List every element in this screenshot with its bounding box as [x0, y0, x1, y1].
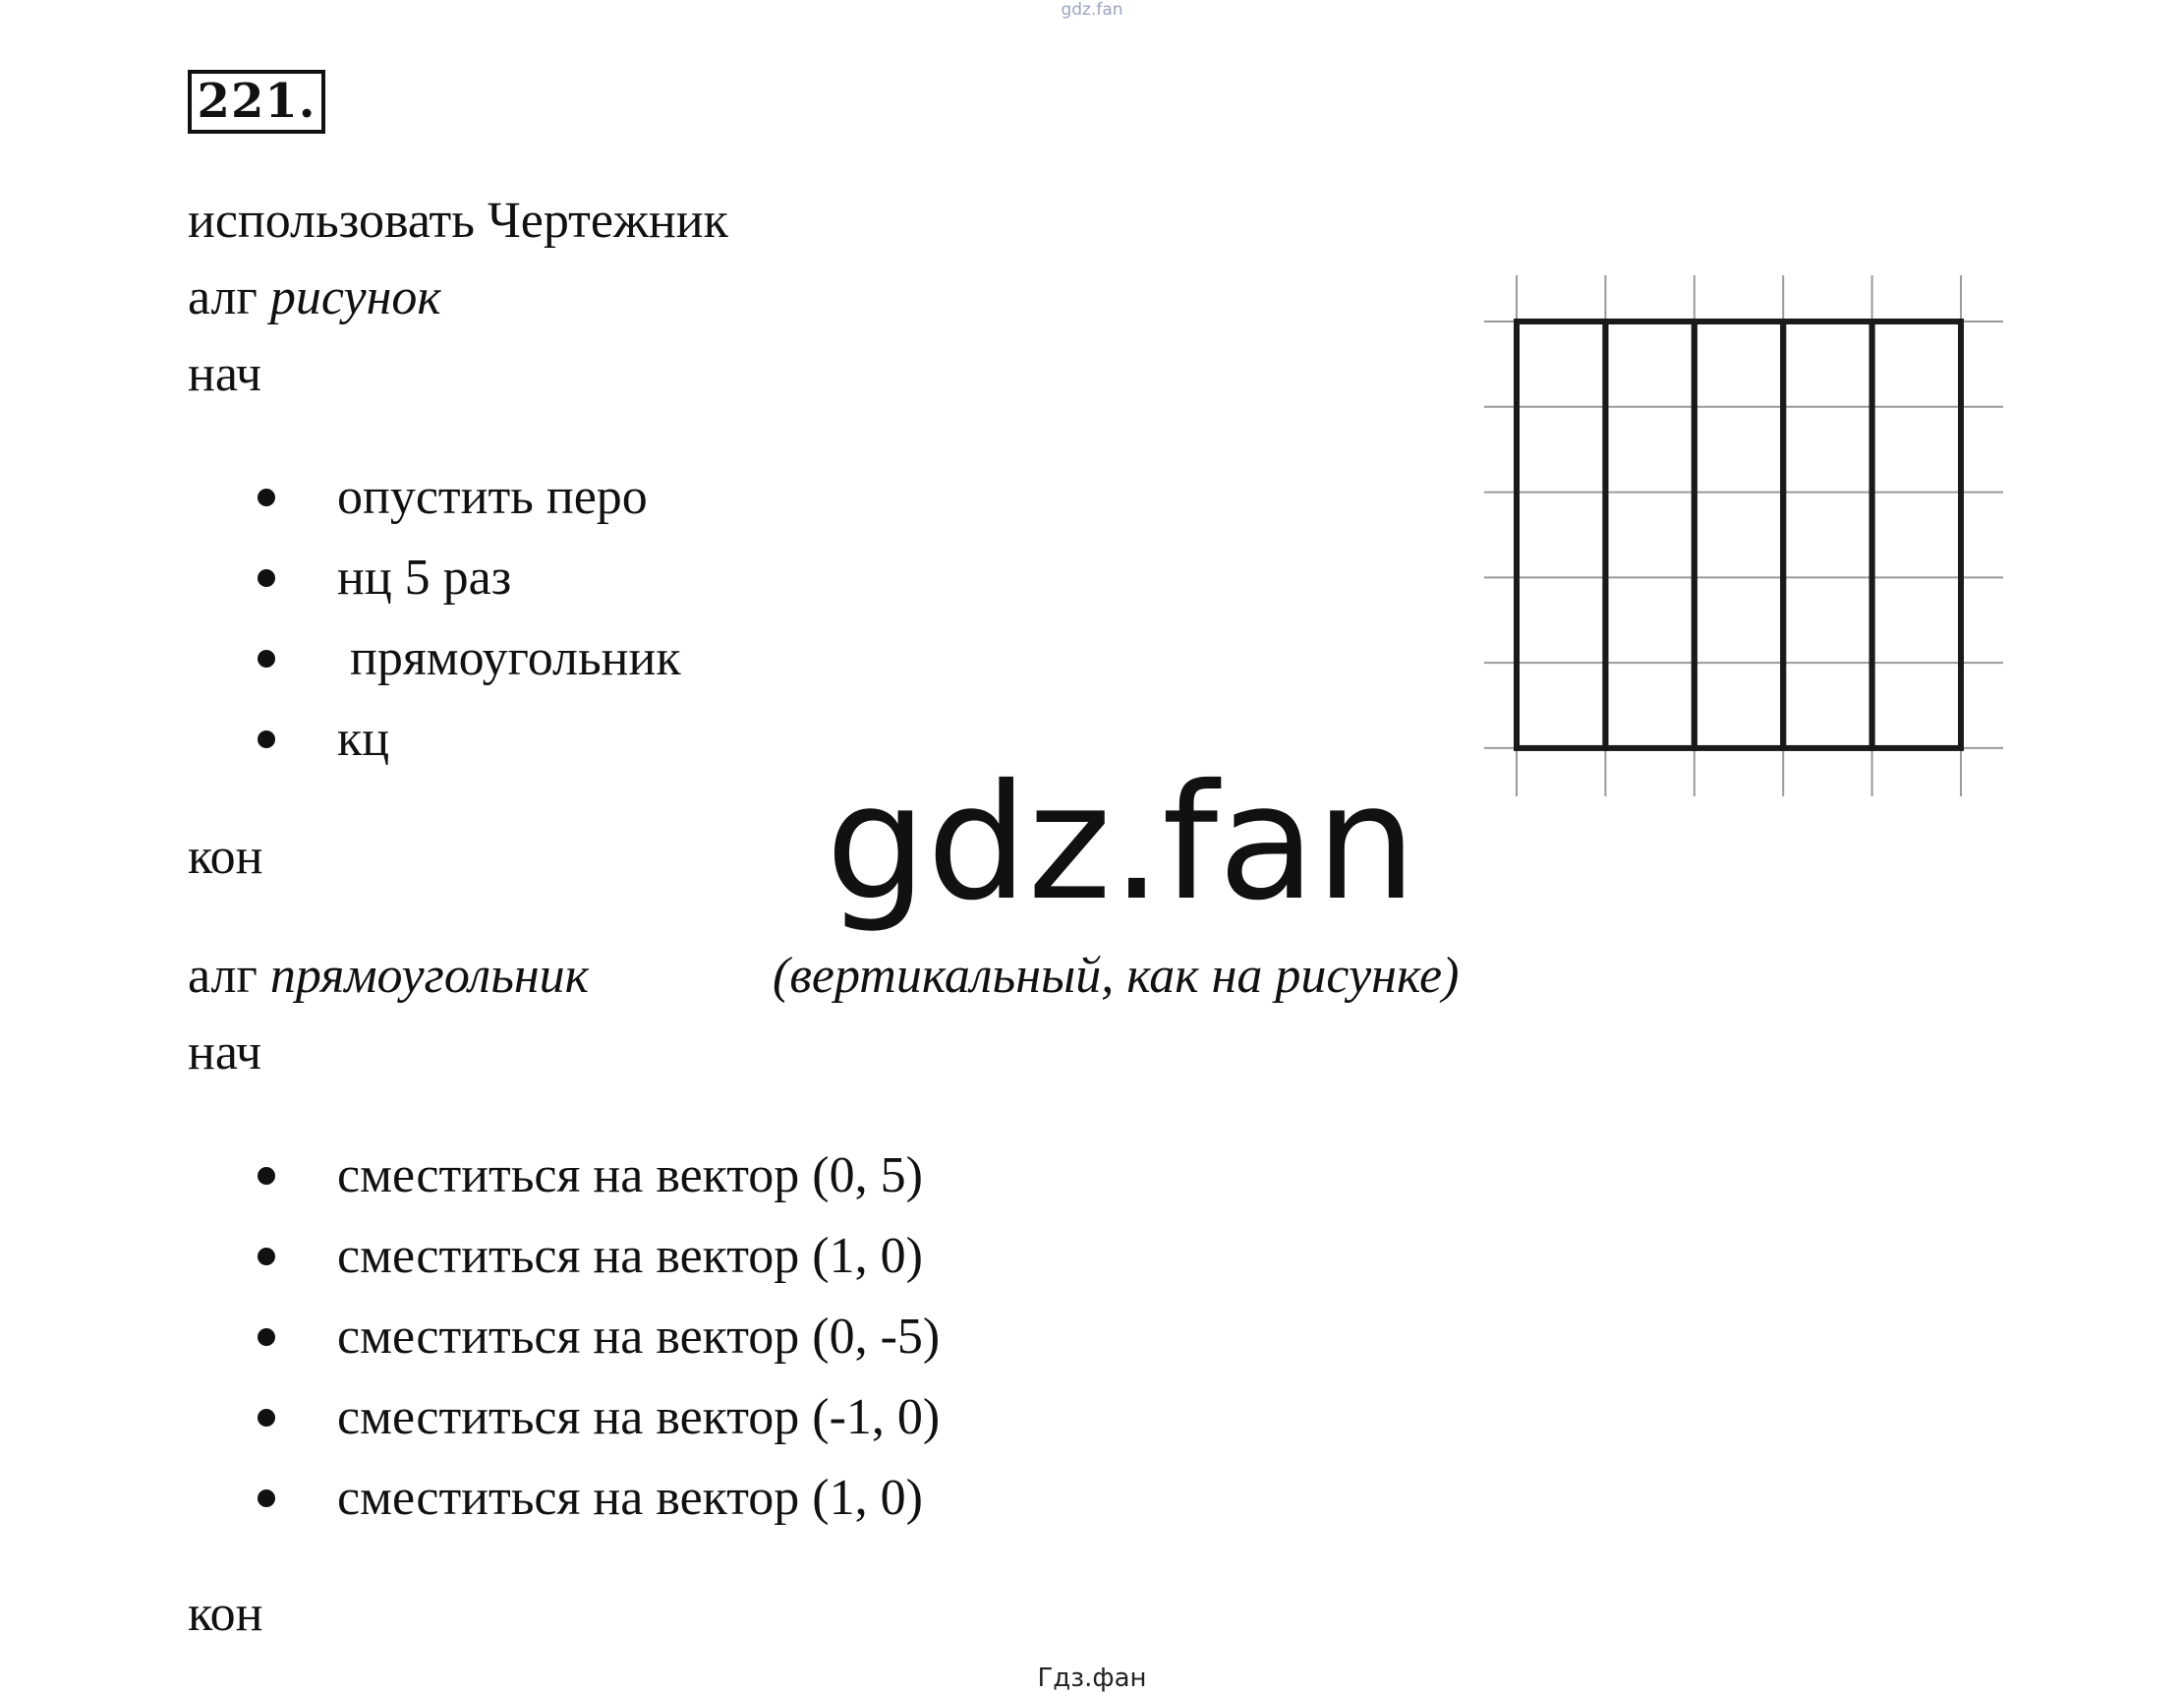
- bullet-icon: [258, 650, 275, 668]
- list-item: [258, 547, 512, 610]
- bullet-icon: [258, 1489, 275, 1507]
- list-item-text: сместиться на вектор (1, 0): [337, 1470, 923, 1526]
- alg-keyword: алг: [188, 948, 258, 1004]
- bullet-icon: [258, 1328, 275, 1346]
- list-item: [258, 1386, 941, 1449]
- list-item: [258, 466, 648, 529]
- list-item-text: кц: [337, 711, 390, 767]
- list-item-text: сместиться на вектор (0, -5): [337, 1309, 941, 1365]
- alg-rectangle-header: [188, 945, 589, 1008]
- list-item: [258, 708, 390, 771]
- bullet-icon: [258, 489, 275, 506]
- vertical-rectangle: [1517, 321, 1605, 748]
- alg-keyword: алг: [188, 269, 258, 325]
- list-item-text: нц 5 раз: [337, 550, 512, 606]
- task-number: 221.: [188, 70, 325, 134]
- vertical-rectangle: [1783, 321, 1871, 748]
- alg-name: рисунок: [269, 269, 441, 325]
- begin-keyword: нач: [188, 346, 261, 402]
- list-item-text: сместиться на вектор (0, 5): [337, 1147, 923, 1203]
- vertical-rectangle: [1872, 321, 1961, 748]
- end-keyword: кон: [188, 829, 263, 885]
- bullet-icon: [258, 1409, 275, 1427]
- watermark: gdz.fan: [826, 751, 1417, 936]
- list-item-text: опустить перо: [337, 469, 648, 525]
- top-watermark: gdz.fan: [1061, 0, 1123, 20]
- vertical-rectangle: [1605, 321, 1694, 748]
- list-item: [258, 1306, 941, 1369]
- bullet-icon: [258, 1167, 275, 1185]
- list-item: [258, 1467, 923, 1530]
- bullet-icon: [258, 730, 275, 748]
- drawing-grid-figure: [1484, 270, 2005, 801]
- list-item: [258, 1144, 923, 1207]
- list-item-text: сместиться на вектор (-1, 0): [337, 1389, 941, 1445]
- end-keyword: кон: [188, 1586, 263, 1642]
- list-item: [258, 1225, 923, 1288]
- list-item: [258, 627, 681, 690]
- use-drawer-line: использовать Чертежник: [188, 193, 728, 249]
- vertical-rectangle: [1695, 321, 1783, 748]
- alg-note: (вертикальный, как на рисунке): [773, 948, 1460, 1004]
- list-item-text: сместиться на вектор (1, 0): [337, 1228, 923, 1284]
- bullet-icon: [258, 569, 275, 587]
- alg-picture-header: [188, 266, 441, 329]
- bottom-watermark: Гдз.фан: [1037, 1664, 1147, 1693]
- rectangles: [1517, 321, 1961, 748]
- list-item-text: прямоугольник: [337, 630, 681, 686]
- grid-lines: [1484, 275, 2003, 796]
- begin-keyword: нач: [188, 1024, 261, 1080]
- bullet-icon: [258, 1248, 275, 1265]
- alg-name: прямоугольник: [269, 948, 589, 1004]
